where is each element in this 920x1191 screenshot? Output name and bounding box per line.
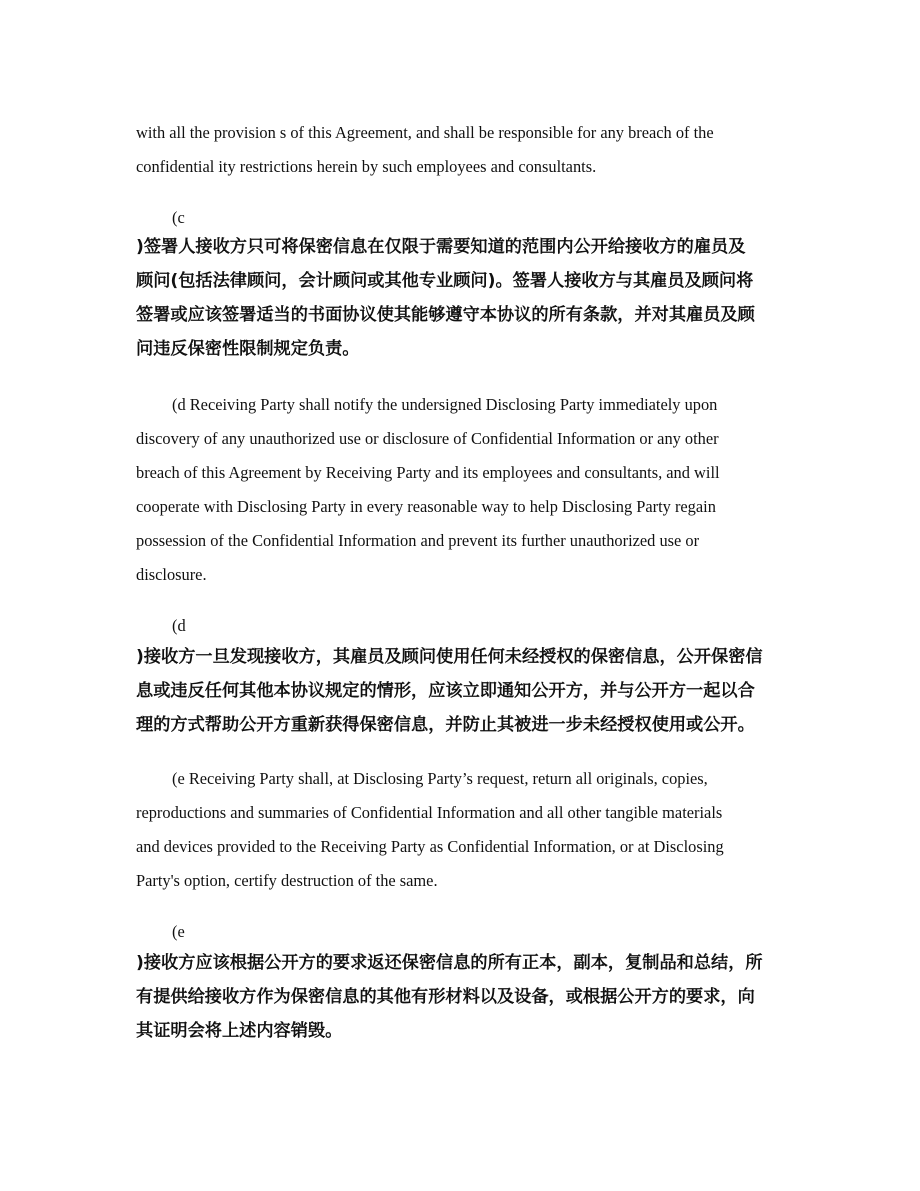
- paragraph-en-clause-d: [136, 388, 788, 592]
- paragraph-zh-clause-c: [136, 230, 786, 366]
- text-line: 其证明会将上述内容销毁。: [136, 1021, 343, 1041]
- text-line: 顾问(包括法律顾问，会计顾问或其他专业顾问)。签署人接收方与其雇员及顾问将: [136, 271, 754, 291]
- paragraph-zh-clause-e: [136, 946, 786, 1048]
- clause-marker-c: (c: [172, 208, 185, 227]
- text-line: (d Receiving Party shall notify the undersigned Disclosing Party immediately upon: [172, 395, 718, 414]
- text-line: )接收方应该根据公开方的要求返还保密信息的所有正本，副本，复制品和总结，所: [136, 953, 763, 973]
- text-line: )签署人接收方只可将保密信息在仅限于需要知道的范围内公开给接收方的雇员及: [136, 237, 746, 257]
- text-line: (e Receiving Party shall, at Disclosing Party’s request, return all originals, copies,: [172, 769, 708, 788]
- text-line: and devices provided to the Receiving Party as Confidential Information, or at Disclosing: [136, 837, 724, 856]
- text-line: 息或违反任何其他本协议规定的情形，应该立即通知公开方，并与公开方一起以合: [136, 681, 755, 701]
- paragraph-en-continuation: [136, 116, 788, 184]
- clause-marker-e: (e: [172, 922, 185, 941]
- text-line: 签署或应该签署适当的书面协议使其能够遵守本协议的所有条款，并对其雇员及顾: [136, 305, 755, 325]
- text-line: reproductions and summaries of Confidential Information and all other tangible materials: [136, 803, 723, 822]
- text-line: )接收方一旦发现接收方，其雇员及顾问使用任何未经授权的保密信息，公开保密信: [136, 647, 763, 667]
- text-line: cooperate with Disclosing Party in every reasonable way to help Disclosing Party regain: [136, 497, 716, 516]
- paragraph-zh-clause-d: [136, 640, 786, 742]
- clause-marker-d: (d: [172, 616, 186, 635]
- text-line: 理的方式帮助公开方重新获得保密信息，并防止其被进一步未经授权使用或公开。: [136, 715, 755, 735]
- text-line: Party's option, certify destruction of the same.: [136, 871, 438, 890]
- text-line: 问违反保密性限制规定负责。: [136, 339, 360, 359]
- paragraph-en-clause-e: [136, 762, 788, 898]
- text-line: 有提供给接收方作为保密信息的其他有形材料以及设备，或根据公开方的要求，向: [136, 987, 755, 1007]
- text-line: possession of the Confidential Information and prevent its further unauthorized use or: [136, 531, 700, 550]
- text-line: confidential ity restrictions herein by such employees and consultants.: [136, 157, 597, 176]
- text-line: discovery of any unauthorized use or disclosure of Confidential Information or any other: [136, 429, 719, 448]
- text-line: breach of this Agreement by Receiving Party and its employees and consultants, and will: [136, 463, 720, 482]
- text-line: disclosure.: [136, 565, 207, 584]
- text-line: with all the provision s of this Agreement, and shall be responsible for any breach of the: [136, 123, 714, 142]
